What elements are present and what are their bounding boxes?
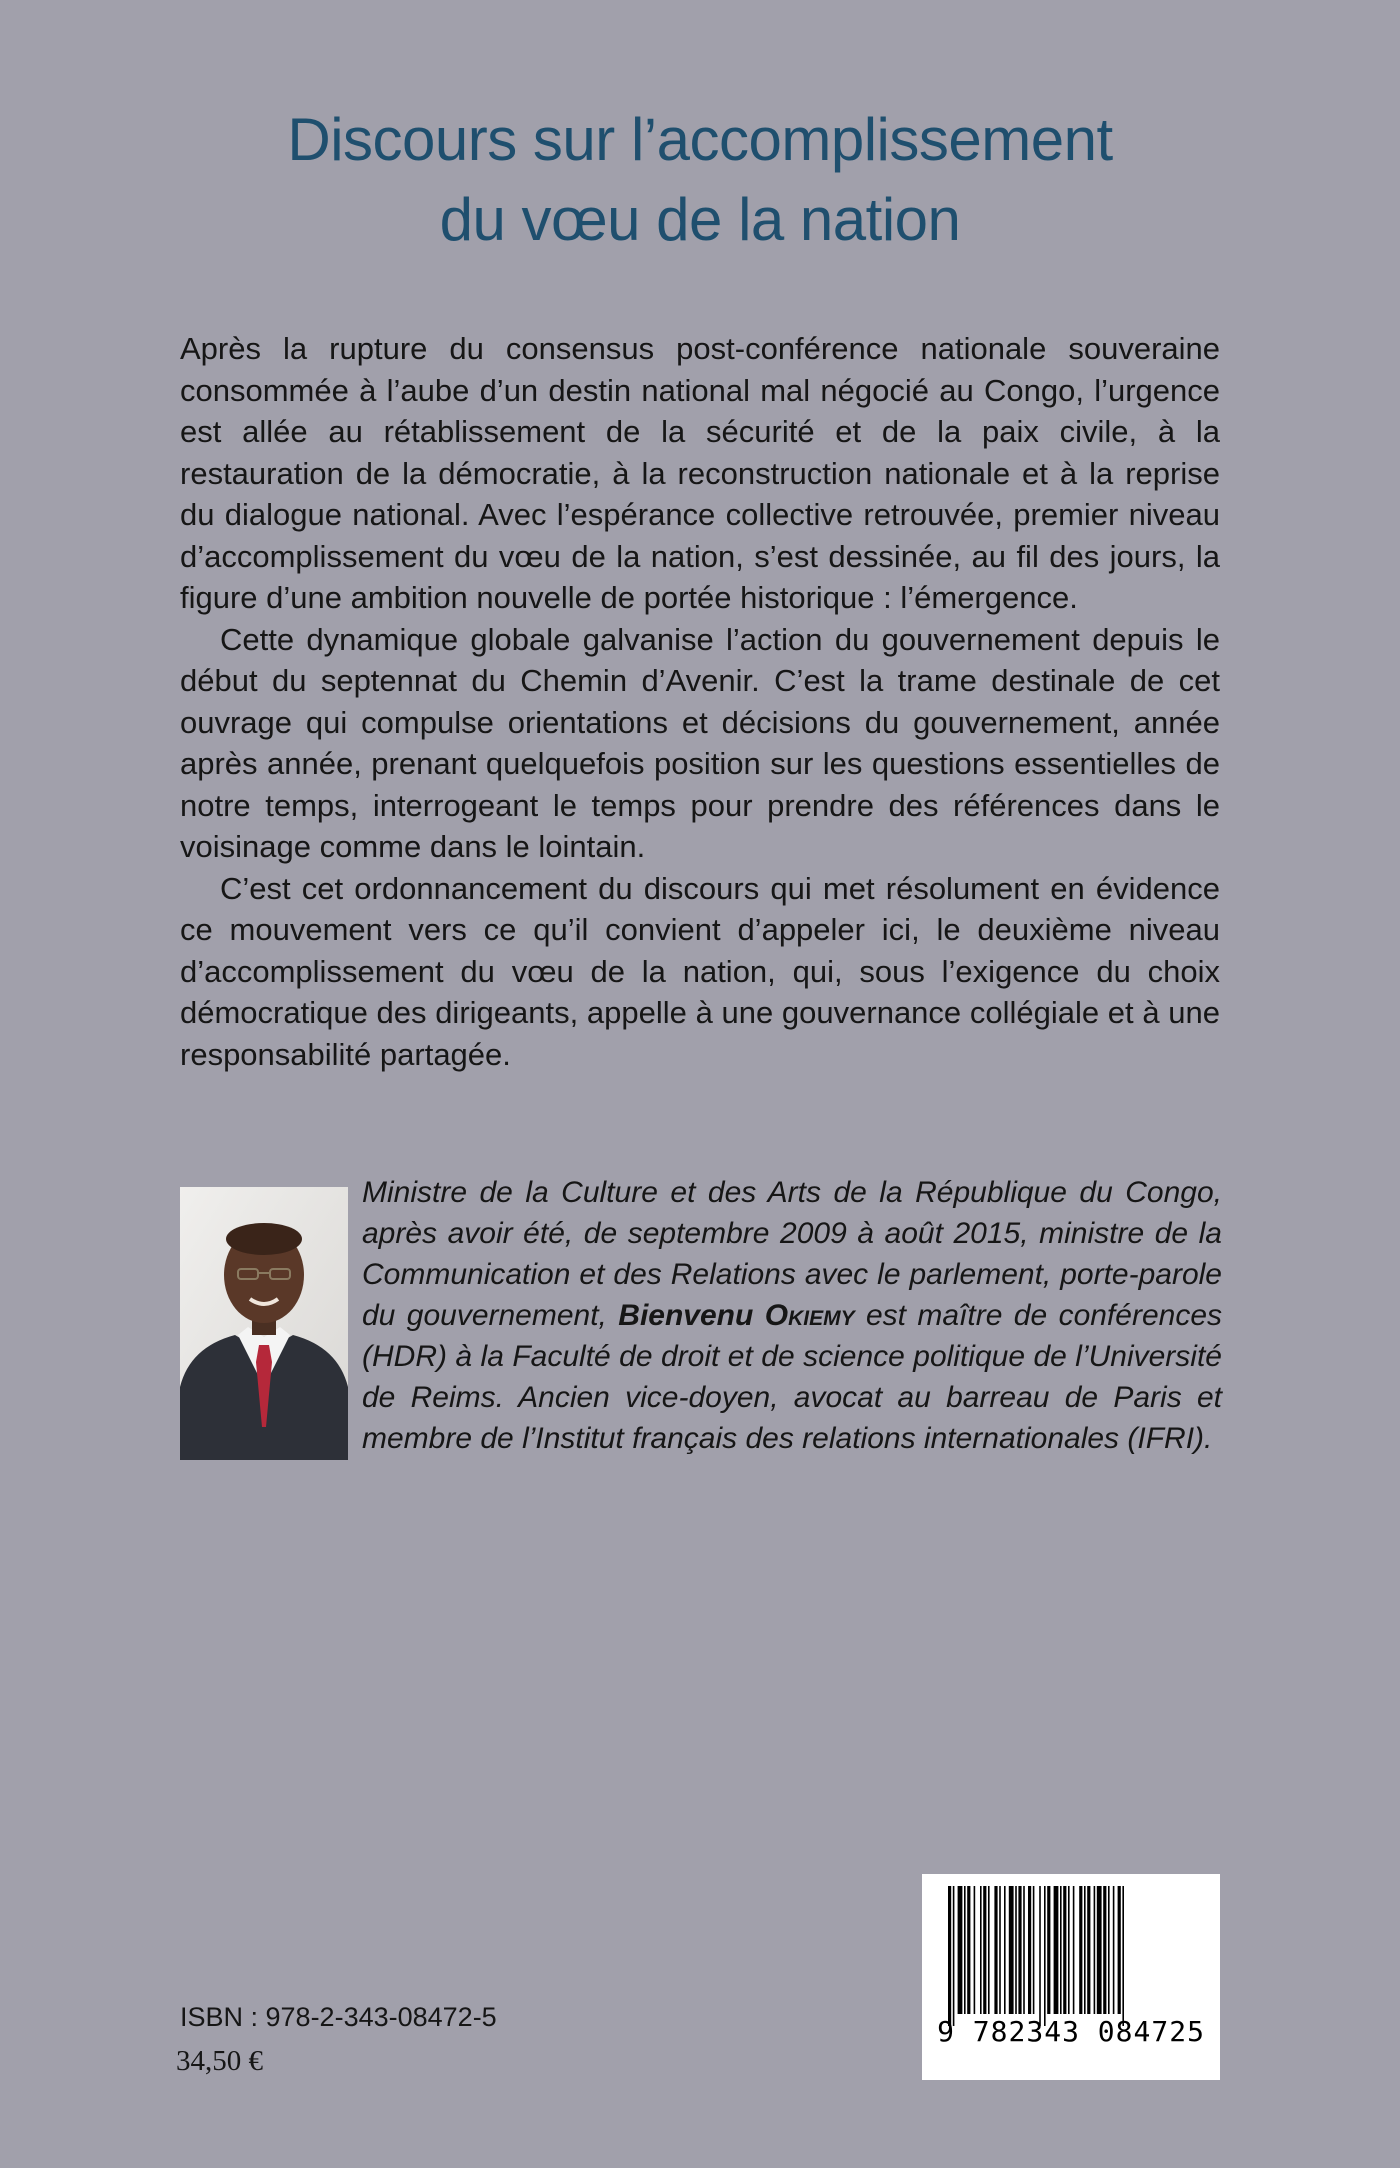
blurb-paragraph-3: C’est cet ordonnancement du discours qui met résolument en évidence ce mouvement vers ce qu’il convient d’appeler ici, le deuxième niveau d’accomplissement du vœu de la nation, qui, sous l’exigence du choix démocratique des dirigeants, appelle à une gouvernance collégiale et à une responsabilité partagée. [180, 870, 1220, 1072]
back-cover-blurb [180, 328, 1220, 1075]
barcode-bar [1018, 1886, 1021, 2014]
bio-text-before: Ministre de la Culture et des Arts de la République du Congo, après avoir été, de septembre 2009 à août 2015, ministre de la Communication et des Relations avec le parlement, porte-parole du gouvernement, [362, 1176, 1222, 1332]
barcode-bar [1113, 1886, 1115, 2014]
barcode-bar [953, 1886, 955, 2026]
author-biography [362, 1172, 1222, 1459]
bio-text-after: est maître de conférences (HDR) à la Faculté de droit et de science politique de l’Université de Reims. Ancien vice-doyen, avocat au barreau de Paris et membre de l’Institut français des relations internationales (IFRI). [362, 1299, 1222, 1455]
barcode-digits: 9 782343 084725 [937, 2015, 1205, 2048]
barcode-bar [1094, 1886, 1096, 2014]
barcode-bar [1084, 1886, 1086, 2014]
barcode-bar [1023, 1886, 1025, 2014]
author-portrait-illustration [180, 1187, 348, 1460]
barcode-bar [1047, 1886, 1050, 2014]
barcode-bar [1060, 1886, 1062, 2014]
barcode-bar [967, 1886, 970, 2014]
barcode-bar [988, 1886, 990, 2014]
barcode-bar [1004, 1886, 1006, 2014]
barcode-bar [1122, 1886, 1124, 2026]
barcode-bar [1039, 1886, 1041, 2026]
isbn: ISBN : 978-2-343-08472-5 [180, 2002, 497, 2032]
barcode-bar [994, 1886, 997, 2014]
barcode-bar [1044, 1886, 1046, 2026]
barcode-bar [980, 1886, 982, 2014]
barcode-bar [983, 1886, 986, 2014]
title-line-1: Discours sur l’accomplissement [287, 106, 1113, 173]
barcode-bar [1079, 1886, 1082, 2014]
barcode-bar [948, 1886, 951, 2026]
barcode-bar [1097, 1886, 1102, 2014]
barcode [922, 1874, 1220, 2080]
barcode-bar [1015, 1886, 1017, 2014]
price: 34,50 € [176, 2045, 263, 2077]
barcode-bar [1068, 1886, 1070, 2014]
author-last-name: Okiemy [764, 1299, 855, 1332]
barcode-bar [1073, 1886, 1075, 2014]
barcode-bar [1103, 1886, 1106, 2014]
barcode-bar [964, 1886, 966, 2014]
barcode-bar [1028, 1886, 1031, 2014]
blurb-paragraph-2: Cette dynamique globale galvanise l’action du gouvernement depuis le début du septennat du Chemin d’Avenir. C’est la trame destinale de cet ouvrage qui compulse orientations et décisions du gouvernement, année après année, prenant quelquefois position sur les questions essentielles de notre temps, interrogeant le temps pour prendre des références dans le voisinage comme dans le lointain. [180, 621, 1220, 864]
barcode-bar [958, 1886, 963, 2014]
barcode-bar [1033, 1886, 1035, 2014]
barcode-bar [1063, 1886, 1066, 2014]
barcode-bar [1108, 1886, 1110, 2014]
barcode-bar [974, 1886, 976, 2014]
barcode-bar [999, 1886, 1001, 2014]
author-photo [180, 1187, 348, 1460]
barcode-bars [922, 1874, 1220, 2080]
barcode-bar [1118, 1886, 1121, 2014]
barcode-bar [1054, 1886, 1059, 2014]
barcode-bar [1009, 1886, 1014, 2014]
barcode-bar [1087, 1886, 1090, 2014]
book-title [0, 100, 1400, 260]
title-line-2: du vœu de la nation [439, 186, 961, 253]
blurb-paragraph-1: Après la rupture du consensus post-conférence nationale souveraine consommée à l’aube d’un destin national mal négocié au Congo, l’urgence est allée au rétablissement de la sécurité et de la paix civile, à la restauration de la démocratie, à la reconstruction nationale et à la reprise du dialogue national. Avec l’espérance collective retrouvée, premier niveau d’accomplissement du vœu de la nation, s’est dessinée, au fil des jours, la figure d’une ambition nouvelle de portée historique : l’émergence. [180, 331, 1220, 615]
author-first-name: Bienvenu [618, 1299, 754, 1332]
